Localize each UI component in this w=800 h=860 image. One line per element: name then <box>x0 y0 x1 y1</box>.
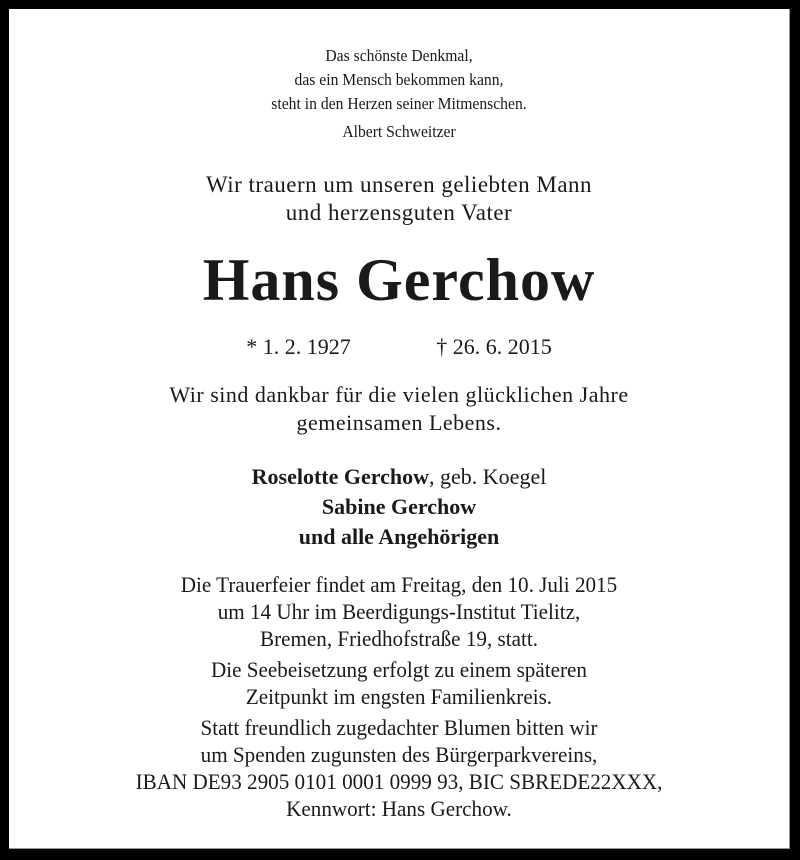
donation-line: Statt freundlich zugedachter Blumen bitten wir <box>200 715 598 740</box>
funeral-line: Die Trauerfeier findet am Freitag, den 10. Juli 2015 <box>180 572 618 597</box>
mourner-wife <box>9 464 789 490</box>
deceased-name: Hans Gerchow <box>202 247 596 313</box>
relatives-label: und alle Angehörigen <box>298 524 500 549</box>
mourner-daughter <box>9 494 789 520</box>
thanks-line: gemeinsamen Lebens. <box>296 410 502 435</box>
mourner-relatives <box>9 524 789 550</box>
donation-keyword: Kennwort: Hans Gerchow. <box>286 796 512 821</box>
funeral-line: Bremen, Friedhofstraße 19, statt. <box>259 626 539 651</box>
wife-name: Roselotte Gerchow <box>251 464 430 489</box>
thanks-line: Wir sind dankbar für die vielen glücklichen Jahre <box>169 382 629 407</box>
burial-line: Zeitpunkt im engsten Familienkreis. <box>245 684 553 709</box>
intro-line: Wir trauern um unseren geliebten Mann <box>205 172 593 197</box>
death-date: † 26. 6. 2015 <box>436 334 552 359</box>
obituary-notice <box>9 9 790 849</box>
birth-date: * 1. 2. 1927 <box>246 334 351 359</box>
wife-maiden-name: , geb. Koegel <box>429 464 547 489</box>
funeral-line: um 14 Uhr im Beerdigungs-Institut Tielitz, <box>217 599 581 624</box>
burial-line: Die Seebeisetzung erfolgt zu einem späteren <box>211 657 587 682</box>
life-dates <box>9 334 789 360</box>
quote-line: das ein Mensch bekommen kann, <box>294 70 504 89</box>
quote-author: Albert Schweitzer <box>342 122 456 141</box>
donation-line: um Spenden zugunsten des Bürgerparkvereins, <box>200 742 598 767</box>
intro-line: und herzensguten Vater <box>285 200 513 225</box>
quote-line: steht in den Herzen seiner Mitmenschen. <box>271 94 527 113</box>
donation-bank-details: IBAN DE93 2905 0101 0001 0999 93, BIC SBREDE22XXX, <box>135 769 663 794</box>
daughter-name: Sabine Gerchow <box>321 494 477 519</box>
quote-line: Das schönste Denkmal, <box>325 46 473 65</box>
